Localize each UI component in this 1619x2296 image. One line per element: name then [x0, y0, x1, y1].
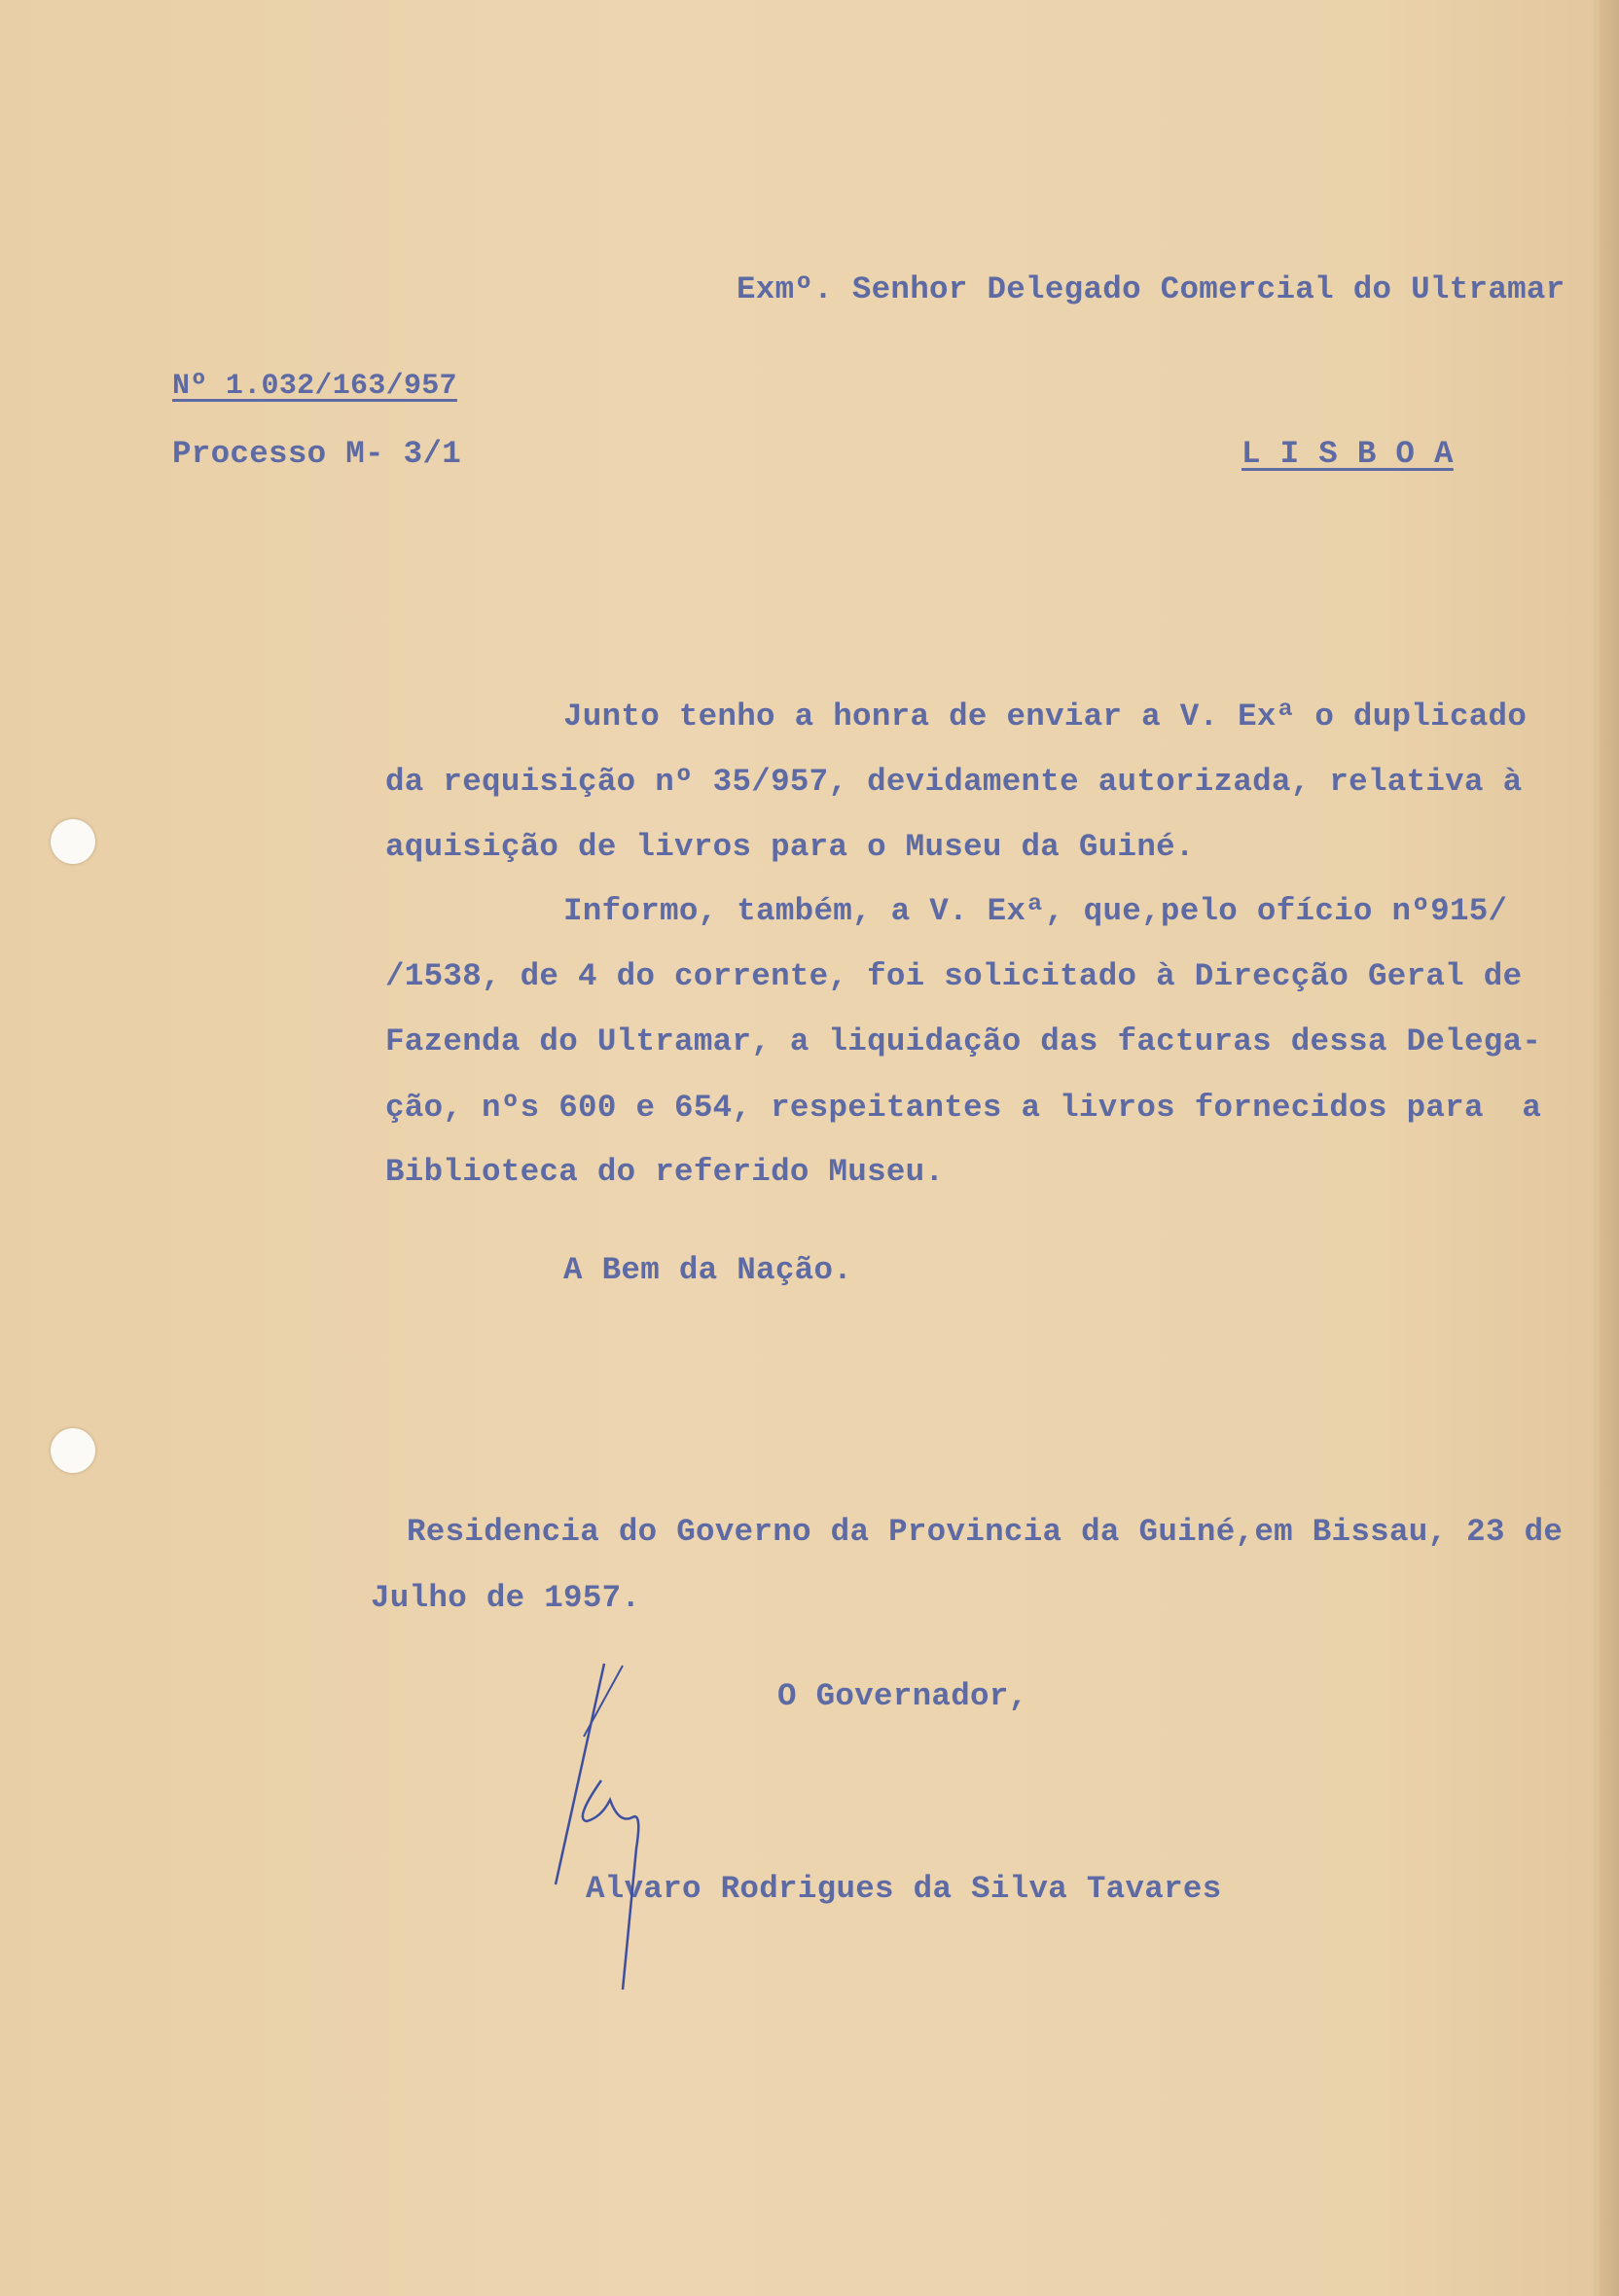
body-line: Biblioteca do referido Museu.: [385, 1154, 945, 1190]
addressee: Exmº. Senhor Delegado Comercial do Ultramar: [737, 271, 1565, 307]
body-line: Junto tenho a honra de enviar a V. Exª o duplicado: [563, 699, 1528, 735]
place-line: Residencia do Governo da Provincia da Guiné,em Bissau, 23 de: [407, 1514, 1564, 1550]
body-line: aquisição de livros para o Museu da Guiné.: [385, 829, 1195, 865]
signatory-name: Alvaro Rodrigues da Silva Tavares: [586, 1871, 1222, 1907]
body-line: ção, nºs 600 e 654, respeitantes a livros fornecidos para a: [385, 1090, 1542, 1126]
body-line: /1538, de 4 do corrente, foi solicitado à Direcção Geral de: [385, 958, 1523, 994]
signatory-title: O Governador,: [777, 1678, 1028, 1714]
date-line: Julho de 1957.: [371, 1580, 641, 1616]
reference-number: Nº 1.032/163/957: [172, 370, 457, 403]
body-line: Fazenda do Ultramar, a liquidação das facturas dessa Delega-: [385, 1023, 1542, 1059]
body-line: da requisição nº 35/957, devidamente autorizada, relativa à: [385, 764, 1523, 800]
body-line: Informo, também, a V. Exª, que,pelo ofício nº915/: [563, 893, 1508, 929]
salutation: A Bem da Nação.: [563, 1252, 853, 1288]
process-number: Processo M- 3/1: [172, 436, 462, 472]
city: L I S B O A: [1241, 436, 1454, 472]
